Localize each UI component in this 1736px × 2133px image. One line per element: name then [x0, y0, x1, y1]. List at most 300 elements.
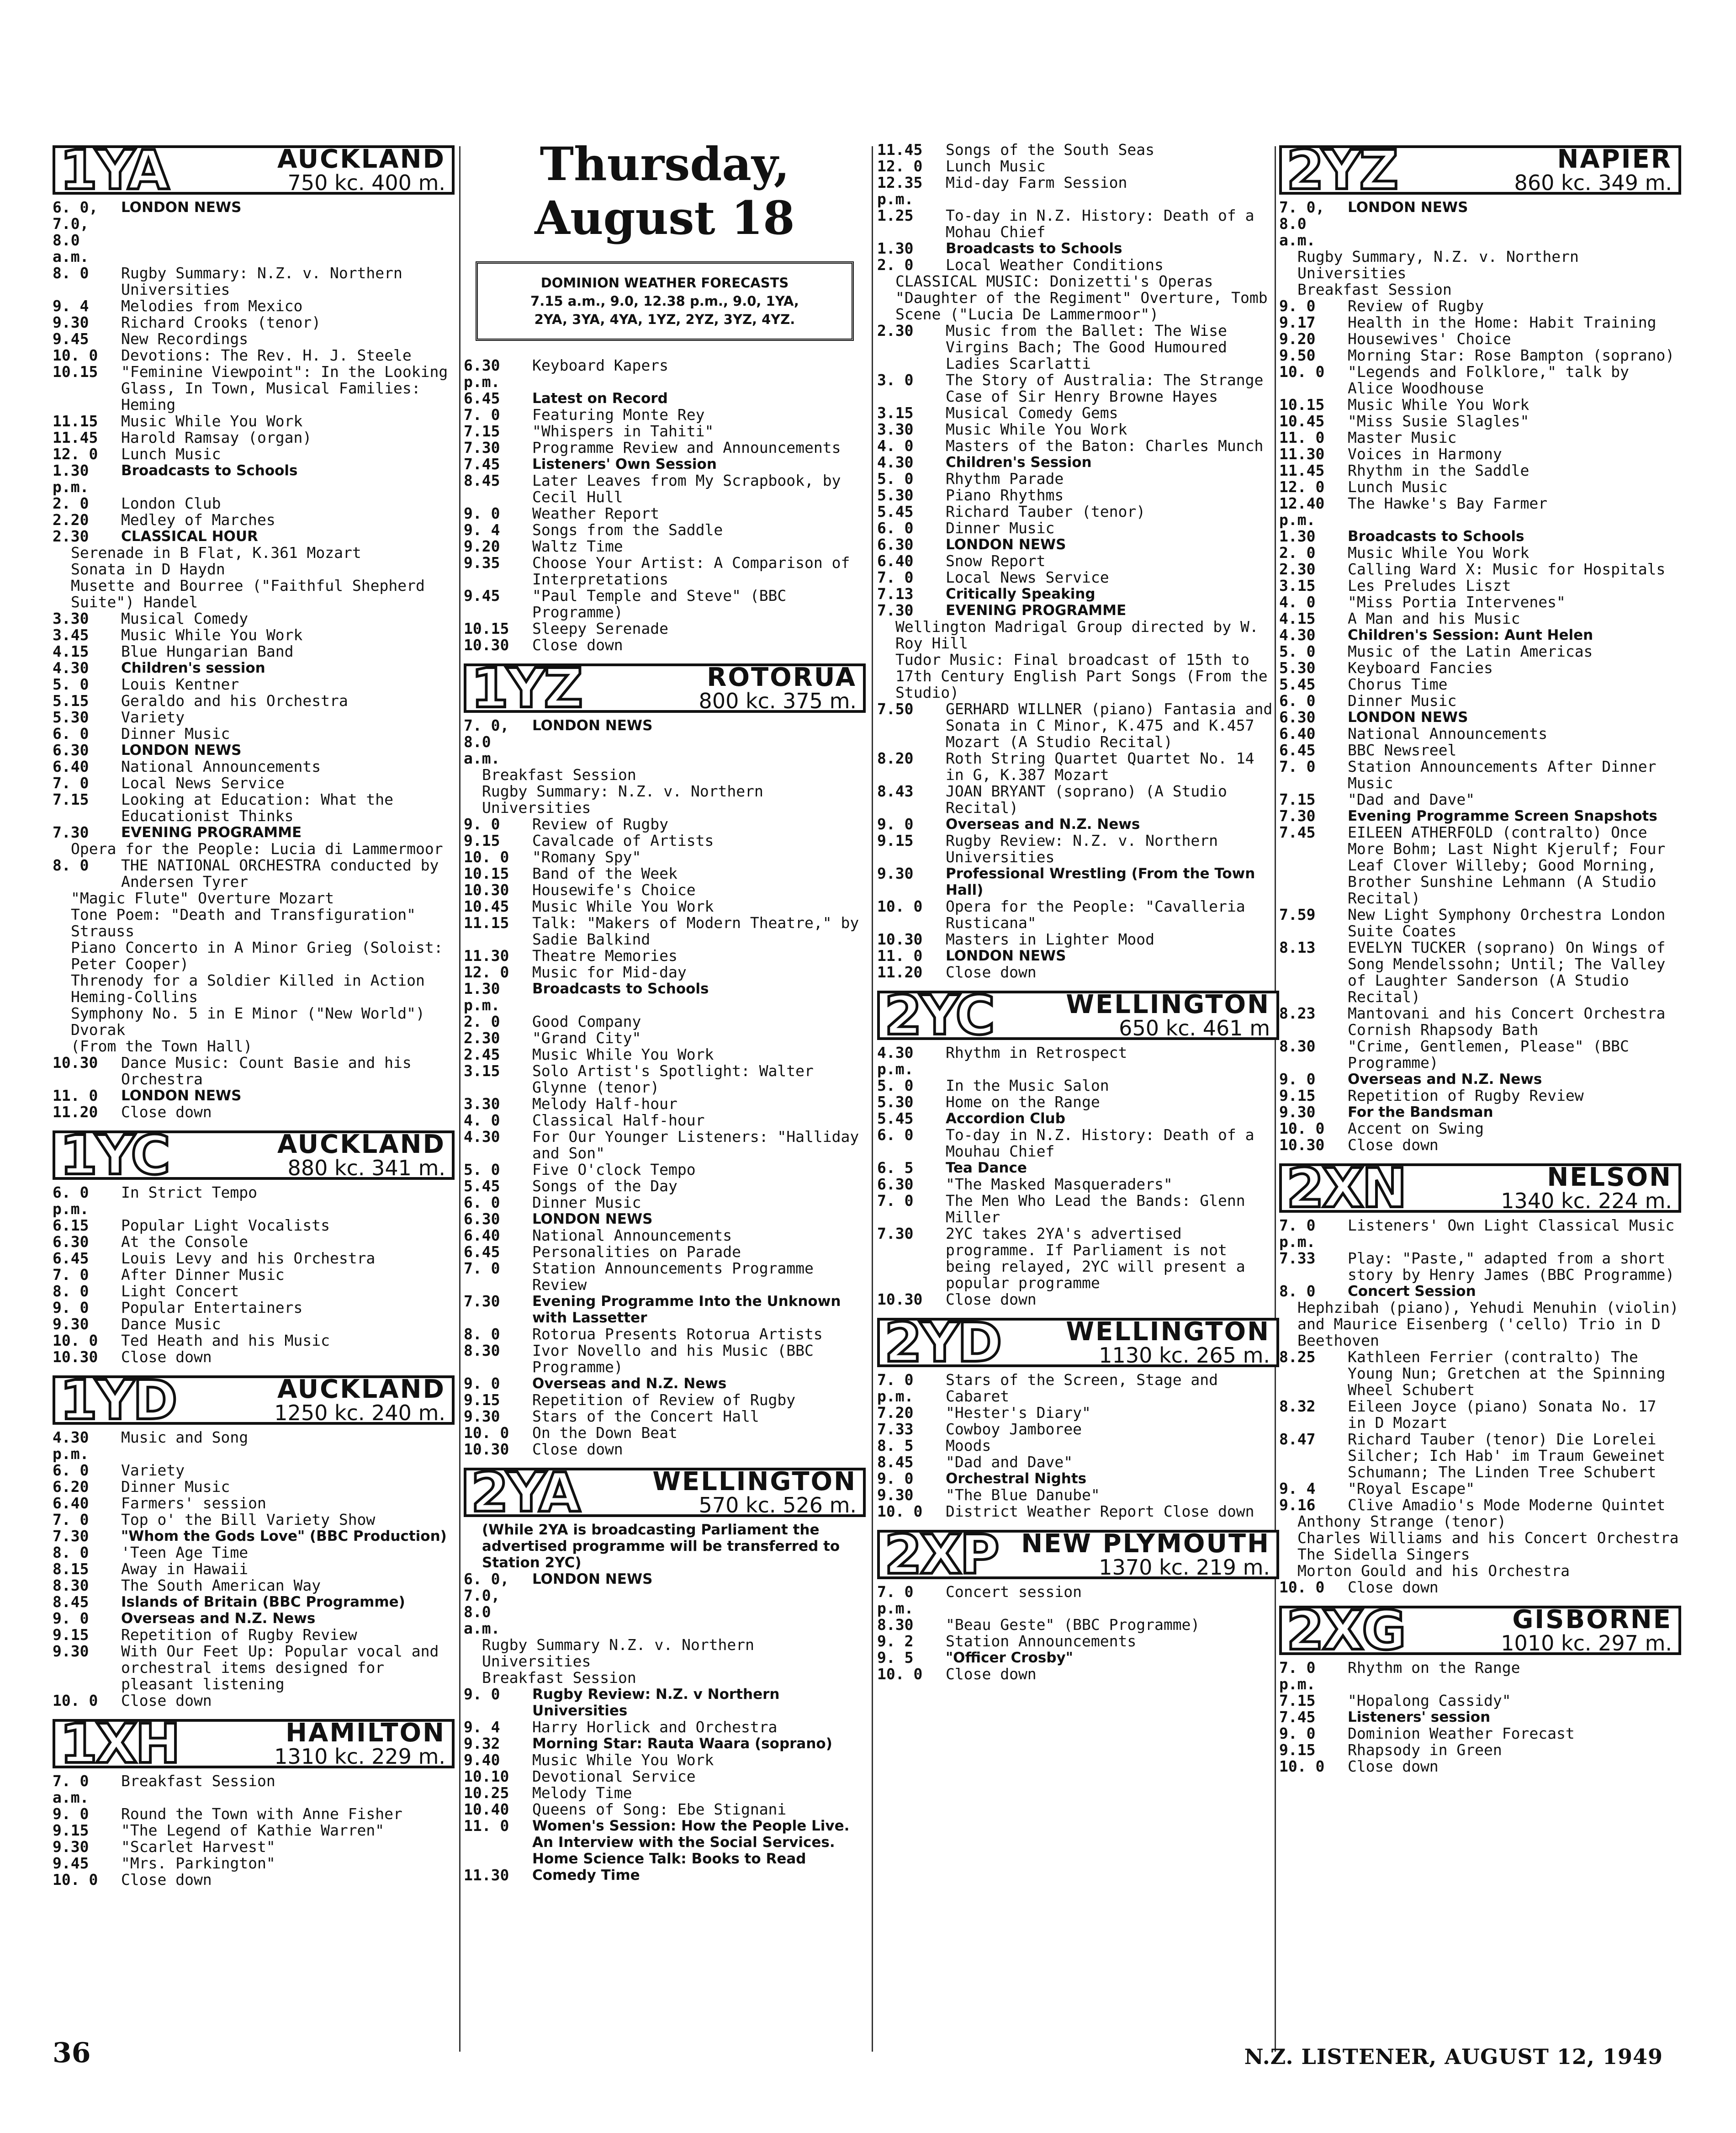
programme-time: 6.30	[1279, 708, 1316, 726]
programme-item	[877, 1077, 1279, 1094]
programme-title: "The Blue Danube"	[946, 1486, 1100, 1504]
programme-time: 5.30	[53, 708, 89, 726]
programme-item	[464, 1818, 866, 1867]
programme-time: 7.15	[464, 422, 500, 440]
programme-time: 7.15	[1279, 1692, 1316, 1709]
programme-item	[1279, 199, 1681, 249]
programme-title: Review of Rugby	[1348, 297, 1484, 315]
programme-time: 9.30	[877, 865, 914, 882]
programme-title: Symphony No. 5 in E Minor ("New World") Dvorak	[71, 1004, 425, 1039]
programme-title: "Scarlet Harvest"	[121, 1838, 275, 1856]
programme-title: "The Legend of Kathie Warren"	[121, 1821, 385, 1839]
programme-title: Rugby Review: N.Z. v Northern Universities	[532, 1686, 780, 1719]
programme-time: 4.30	[53, 659, 89, 677]
programme-time: 1.30	[1279, 527, 1316, 545]
programme-item	[877, 536, 1279, 553]
weather-forecast-box	[476, 261, 854, 341]
station-frequency: 860 kc. 349 m.	[1514, 170, 1672, 195]
programme-time: 11.45	[53, 429, 98, 446]
programme-item	[877, 1291, 1279, 1308]
programme-time: 11. 0	[877, 947, 923, 965]
programme-title: Overseas and N.Z. News	[121, 1610, 316, 1627]
programme-time: 2. 0	[1279, 544, 1316, 562]
programme-item	[464, 637, 866, 653]
programme-time	[53, 578, 71, 610]
station-call-sign: 2YD	[884, 1311, 1000, 1374]
station-call-sign: 1YD	[60, 1369, 176, 1432]
programme-title: Orchestral Nights	[946, 1470, 1087, 1487]
programme-time	[1279, 1513, 1297, 1530]
programme-item	[877, 487, 1279, 504]
programme-title: Accordion Club	[946, 1110, 1065, 1127]
programme-time: 7.30	[53, 1527, 89, 1545]
programme-item	[877, 158, 1279, 175]
programme-title: LONDON NEWS	[1348, 709, 1468, 726]
programme-item	[1279, 347, 1681, 364]
programme-time: 8.23	[1279, 1004, 1316, 1022]
programme-item	[877, 1617, 1279, 1633]
programme-time: 7.33	[1279, 1249, 1316, 1267]
programme-title: Critically Speaking	[946, 586, 1096, 602]
programme-item	[53, 331, 455, 347]
programme-item	[53, 1250, 455, 1267]
programme-item	[464, 1408, 866, 1425]
programme-item	[1279, 1431, 1681, 1480]
programme-time: 6.15	[53, 1216, 89, 1234]
programme-time: 7.45	[1279, 823, 1316, 841]
programme-time: 7. 0	[1279, 758, 1316, 775]
programme-item	[53, 1038, 455, 1055]
programme-title: Devotions: The Rev. H. J. Steele	[121, 346, 412, 364]
programme-time: 12. 0	[464, 963, 509, 981]
programme-time: 3.30	[464, 1095, 500, 1113]
programme-item	[53, 693, 455, 709]
programme-title: Close down	[121, 1103, 212, 1121]
station-1yd	[53, 1369, 455, 1709]
programme-time: 7. 0 p.m.	[1279, 1659, 1316, 1693]
programme-title: Ivor Novello and his Music (BBC Programme)	[532, 1342, 814, 1376]
programme-title: Melodies from Mexico	[121, 297, 303, 315]
programme-title: "Mrs. Parkington"	[121, 1854, 275, 1872]
programme-time: 12.40 p.m.	[1279, 494, 1325, 529]
programme-time: 11. 0	[1279, 429, 1325, 446]
programme-item	[877, 701, 1279, 750]
programme-time: 9.15	[877, 832, 914, 849]
programme-title: Theatre Memories	[532, 947, 677, 965]
programme-title: Overseas and N.Z. News	[946, 816, 1140, 833]
programme-title: Farmers' session	[121, 1494, 266, 1512]
programme-item	[877, 1405, 1279, 1421]
programme-time: 10.45	[1279, 412, 1325, 430]
programme-title: "Crime, Gentlemen, Please" (BBC Programme)	[1348, 1037, 1629, 1072]
programme-item	[53, 1088, 455, 1104]
programme-time	[464, 783, 482, 816]
programme-item	[53, 1773, 455, 1806]
station-frequency: 1310 kc. 229 m.	[274, 1744, 445, 1769]
programme-title: Charles Williams and his Concert Orchestra	[1297, 1529, 1679, 1547]
station-header	[1279, 1599, 1681, 1662]
programme-time: 9. 4	[464, 1718, 500, 1736]
programme-item	[1279, 660, 1681, 676]
programme-title: JOAN BRYANT (soprano) (A Studio Recital)	[946, 782, 1227, 817]
programme-item	[464, 1293, 866, 1326]
programme-item	[1279, 364, 1681, 397]
programme-item	[464, 882, 866, 898]
programme-item	[53, 545, 455, 561]
programme-title: Women's Session: How the People Live. An Interview with the Social Services. Home Science Talk: Books to Read	[532, 1818, 850, 1867]
station-city: AUCKLAND	[277, 144, 445, 174]
programme-time: 2. 0	[877, 256, 914, 274]
programme-title: Round the Town with Anne Fisher	[121, 1805, 402, 1823]
station-info	[1004, 1531, 1276, 1578]
column-rule	[459, 146, 460, 2052]
programme-time: 9.15	[464, 1391, 500, 1409]
programme-item	[877, 1438, 1279, 1454]
programme-item	[877, 1666, 1279, 1682]
programme-item	[877, 833, 1279, 865]
programme-time: 6.40	[53, 758, 89, 775]
programme-time: 7. 0 a.m.	[53, 1772, 89, 1806]
programme-item	[53, 1005, 455, 1038]
programme-time: 10. 0	[1279, 1578, 1325, 1596]
programme-item	[1279, 676, 1681, 693]
station-city: WELLINGTON	[1066, 1317, 1270, 1347]
programme-title: Calling Ward X: Music for Hospitals	[1348, 560, 1666, 578]
programme-title: Music While You Work	[532, 1045, 714, 1063]
programme-item	[53, 1349, 455, 1365]
publication-line: N.Z. LISTENER, AUGUST 12, 1949	[1244, 2044, 1663, 2069]
programme-item	[464, 1425, 866, 1441]
programme-time: 8.30	[1279, 1037, 1316, 1055]
programme-item	[464, 1211, 866, 1227]
programme-item	[53, 742, 455, 759]
programme-item	[1279, 726, 1681, 742]
programme-item	[1279, 1725, 1681, 1742]
programme-title: Local Weather Conditions	[946, 256, 1164, 274]
programme-title: Mid-day Farm Session	[946, 174, 1127, 191]
station-info	[1411, 1607, 1678, 1654]
programme-item	[464, 1867, 866, 1884]
programme-time: 6.30	[877, 1175, 914, 1193]
programme-title: "Hester's Diary"	[946, 1404, 1091, 1422]
programme-title: Clive Amadio's Mode Moderne Quintet	[1348, 1496, 1666, 1514]
programme-time: 4. 0	[464, 1111, 500, 1129]
programme-title: National Announcements	[1348, 725, 1548, 743]
programme-title: Songs from the Saddle	[532, 521, 723, 539]
programme-title: "The Masked Masqueraders"	[946, 1175, 1173, 1193]
column-2	[464, 137, 866, 1894]
programme-title: Piano Concerto in A Minor Grieg (Soloist: Peter Cooper)	[71, 939, 443, 973]
programme-title: Opera for the People: Lucia di Lammermoor	[71, 840, 443, 858]
programme-time: 10. 0	[464, 1424, 509, 1442]
programme-title: Personalities on Parade	[532, 1243, 741, 1261]
programme-title: A Man and his Music	[1348, 610, 1520, 627]
column-rule	[872, 146, 873, 2052]
programme-title: LONDON NEWS	[946, 536, 1066, 553]
programme-item	[877, 471, 1279, 487]
programme-time: 7. 0	[464, 1259, 500, 1277]
programme-item	[53, 528, 455, 545]
programme-time: 9. 0	[464, 815, 500, 833]
programme-item	[464, 621, 866, 637]
programme-title: Musette and Bourree ("Faithful Shepherd Suite") Handel	[71, 577, 425, 611]
programme-item	[877, 553, 1279, 569]
programme-title: CLASSICAL MUSIC: Donizetti's Operas "Daughter of the Regiment" Overture, Tomb Scene ("Lucia De Lammermoor")	[895, 272, 1268, 323]
programme-title: LONDON NEWS	[121, 1088, 242, 1104]
programme-title: Breakfast Session	[482, 1669, 636, 1687]
programme-time: 2.30	[877, 322, 914, 340]
programme-time: 5. 0	[877, 1077, 914, 1094]
programme-time: 8.20	[877, 749, 914, 767]
programme-item	[1279, 298, 1681, 314]
programme-time: 6. 0	[877, 519, 914, 537]
programme-item	[877, 257, 1279, 273]
programme-time: 6.30 p.m.	[464, 356, 500, 391]
programme-title: Breakfast Session	[482, 766, 636, 784]
programme-item	[1279, 561, 1681, 578]
programme-time: 9.30	[877, 1486, 914, 1504]
programme-item	[53, 726, 455, 742]
programme-time: 9. 0	[53, 1299, 89, 1316]
programme-title: LONDON NEWS	[1348, 199, 1468, 216]
programme-time: 7. 0, 8.0 a.m.	[1279, 198, 1325, 249]
station-header	[1279, 1157, 1681, 1220]
programme-item	[53, 446, 455, 462]
programme-title: Musical Comedy Gems	[946, 404, 1118, 422]
programme-title: Dinner Music	[121, 725, 230, 743]
programme-title: Richard Tauber (tenor) Die Lorelei Silcher; Ich Hab' im Traum Geweinet Schumann; The Linden Tree Schubert	[1348, 1430, 1666, 1481]
programme-title: Local News Service	[121, 774, 285, 792]
programme-title: Les Preludes Liszt	[1348, 577, 1511, 594]
programme-item	[53, 1104, 455, 1120]
programme-title: Close down	[532, 1440, 623, 1458]
station-info	[182, 1374, 452, 1425]
programme-title: Tudor Music: Final broadcast of 15th to 17th Century English Part Songs (From the Studio)	[895, 651, 1268, 701]
programme-title: Repetition of Rugby Review	[1348, 1087, 1584, 1104]
programme-time: 5. 0	[877, 470, 914, 488]
programme-title: LONDON NEWS	[121, 742, 242, 759]
programme-title: Music from the Ballet: The Wise Virgins Bach; The Good Humoured Ladies Scarlatti	[946, 322, 1227, 372]
station-city: GISBORNE	[1512, 1605, 1672, 1634]
programme-item	[877, 1470, 1279, 1487]
programme-time: 7.33	[877, 1420, 914, 1438]
column-1	[53, 138, 455, 1898]
programme-item	[53, 824, 455, 841]
programme-item	[53, 1872, 455, 1888]
programme-item	[464, 783, 866, 816]
programme-item	[1279, 759, 1681, 791]
programme-time: 2.30	[1279, 560, 1316, 578]
station-2ya	[464, 1461, 866, 1884]
programme-title: At the Console	[121, 1233, 249, 1251]
programme-title: Rugby Summary: N.Z. v. Northern Universities	[482, 782, 763, 817]
programme-item	[464, 1063, 866, 1096]
programme-time: 5.45	[877, 503, 914, 520]
programme-time: 5.45	[877, 1109, 914, 1127]
programme-title: Moods	[946, 1437, 991, 1454]
programme-title: The Sidella Singers	[1297, 1545, 1470, 1563]
programme-item	[877, 1584, 1279, 1617]
programme-title: 'Teen Age Time	[121, 1544, 249, 1561]
programme-time	[464, 1522, 482, 1571]
programme-time: 6.30	[53, 741, 89, 759]
programme-time: 5.45	[1279, 675, 1316, 693]
programme-title: Music While You Work	[532, 897, 714, 915]
programme-item	[877, 948, 1279, 964]
programme-title: Health in the Home: Habit Training	[1348, 313, 1657, 331]
programme-title: Kathleen Ferrier (contralto) The Young Nun; Gretchen at the Spinning Wheel Schubert	[1348, 1348, 1666, 1399]
programme-time: 2.20	[53, 511, 89, 529]
programme-title: National Announcements	[532, 1226, 732, 1244]
programme-time: 9. 0	[1279, 1070, 1316, 1088]
programme-title: Music and Song	[121, 1428, 249, 1446]
station-call-sign: 2YZ	[1286, 138, 1397, 202]
programme-title: Classical Half-hour	[532, 1111, 705, 1129]
programme-time: 10.30	[53, 1348, 98, 1366]
programme-title: Variety	[121, 1461, 185, 1479]
programme-title: LONDON NEWS	[532, 717, 653, 734]
programme-time	[877, 652, 895, 701]
programme-title: "Officer Crosby"	[946, 1650, 1073, 1666]
programme-item	[464, 767, 866, 783]
programme-item	[53, 759, 455, 775]
programme-item	[877, 504, 1279, 520]
programme-time: 10.25	[464, 1784, 509, 1802]
programme-title: EVELYN TUCKER (soprano) On Wings of Song Mendelssohn; Until; The Valley of Laughter Sanderson (A Studio Recital)	[1348, 939, 1666, 1006]
programme-item	[53, 643, 455, 660]
programme-item	[464, 1326, 866, 1342]
programme-time: 9.20	[464, 537, 500, 555]
programme-time: 8.13	[1279, 939, 1316, 956]
programme-time: 10.30	[464, 636, 509, 654]
programme-title: Cowboy Jamboree	[946, 1420, 1082, 1438]
programme-item	[53, 676, 455, 693]
programme-title: Islands of Britain (BBC Programme)	[121, 1594, 405, 1610]
programme-item	[464, 1637, 866, 1670]
programme-item	[877, 1487, 1279, 1503]
programme-time: 9. 4	[1279, 1480, 1316, 1497]
programme-time: 7.30	[464, 439, 500, 456]
programme-time: 11. 0	[464, 1817, 509, 1835]
programme-time	[1279, 1300, 1297, 1349]
programme-item	[464, 1801, 866, 1818]
programme-time: 5. 0	[53, 675, 89, 693]
programme-time	[1279, 1546, 1297, 1563]
programme-title: "Dad and Dave"	[946, 1453, 1073, 1471]
programme-title: Play: "Paste," adapted from a short story by Henry James (BBC Programme)	[1348, 1249, 1675, 1284]
programme-time: 3. 0	[877, 371, 914, 389]
station-2yc	[877, 984, 1279, 1308]
programme-title: Songs of the South Seas	[946, 141, 1154, 159]
programme-title: District Weather Report Close down	[946, 1502, 1254, 1520]
programme-time: 10.30	[877, 1290, 923, 1308]
page-title: Thursday, August 18	[535, 137, 795, 245]
programme-item	[1279, 1038, 1681, 1071]
programme-item	[53, 1577, 455, 1594]
programme-time: 6.40	[1279, 725, 1316, 743]
programme-item	[1279, 578, 1681, 594]
station-header	[464, 1461, 866, 1524]
station-2yz	[1279, 138, 1681, 1154]
programme-item	[464, 981, 866, 1013]
programme-time: 6.30	[464, 1210, 500, 1228]
programme-item	[877, 142, 1279, 158]
programme-time: 9.45	[53, 1854, 89, 1872]
programme-item	[877, 964, 1279, 981]
programme-time: 9.15	[464, 832, 500, 849]
programme-time: 11. 0	[53, 1087, 98, 1104]
programme-item	[53, 1316, 455, 1332]
programme-time: 12. 0	[53, 445, 98, 463]
programme-time: 9. 0	[464, 1685, 500, 1703]
programme-item	[464, 390, 866, 407]
programme-title: Station Announcements Programme Review	[532, 1259, 814, 1294]
programme-time: 7. 0 p.m.	[1279, 1216, 1316, 1251]
programme-time: 2. 0	[53, 494, 89, 512]
programme-time: 3.30	[877, 420, 914, 438]
programme-title: Cavalcade of Artists	[532, 832, 714, 849]
programme-title: Breakfast Session	[121, 1772, 275, 1790]
programme-time: 7. 0	[53, 774, 89, 792]
programme-item	[464, 440, 866, 456]
programme-title: London Club	[121, 494, 221, 512]
programme-item	[877, 569, 1279, 586]
programme-title: Children's Session	[946, 454, 1092, 471]
programme-item	[464, 1670, 866, 1686]
programme-title: In the Music Salon	[946, 1077, 1109, 1094]
programme-title: Station Announcements	[946, 1632, 1137, 1650]
programme-item	[877, 619, 1279, 652]
programme-time: 6.45	[464, 389, 500, 407]
programme-title: Overseas and N.Z. News	[1348, 1071, 1542, 1088]
programme-item	[53, 265, 455, 298]
station-2yd	[877, 1311, 1279, 1520]
programme-title: Songs of the Day	[532, 1177, 677, 1195]
programme-time: 8.32	[1279, 1397, 1316, 1415]
programme-title: "Dad and Dave"	[1348, 791, 1475, 808]
programme-time: 9.15	[1279, 1087, 1316, 1104]
programme-item	[1279, 281, 1681, 298]
programme-title: Broadcasts to Schools	[532, 981, 709, 997]
programme-item	[1279, 1398, 1681, 1431]
programme-item	[464, 1441, 866, 1458]
programme-time: 4.30	[464, 1128, 500, 1146]
programme-item	[877, 1110, 1279, 1127]
station-info	[1412, 1162, 1678, 1213]
programme-item	[53, 1822, 455, 1839]
programme-title: Snow Report	[946, 552, 1046, 570]
programme-item	[53, 610, 455, 627]
programme-item	[1279, 314, 1681, 331]
programme-item	[1279, 1709, 1681, 1725]
station-info	[174, 144, 452, 195]
programme-item	[877, 372, 1279, 405]
programme-item	[1279, 1005, 1681, 1038]
programme-time: 7. 0, 8.0 a.m.	[464, 716, 509, 767]
programme-time: 10. 0	[877, 1665, 923, 1683]
programme-time: 7. 0	[53, 1511, 89, 1528]
programme-item	[877, 1160, 1279, 1176]
station-frequency: 1010 kc. 297 m.	[1501, 1631, 1672, 1655]
programme-item	[464, 1227, 866, 1244]
station-2xn	[1279, 1157, 1681, 1596]
programme-time: 8.43	[877, 782, 914, 800]
station-call-sign: 2XP	[884, 1523, 998, 1586]
programme-title: Latest on Record	[532, 390, 668, 407]
programme-item	[53, 512, 455, 528]
programme-time: 10. 0	[53, 1332, 98, 1349]
programme-title: EVENING PROGRAMME	[946, 602, 1127, 619]
